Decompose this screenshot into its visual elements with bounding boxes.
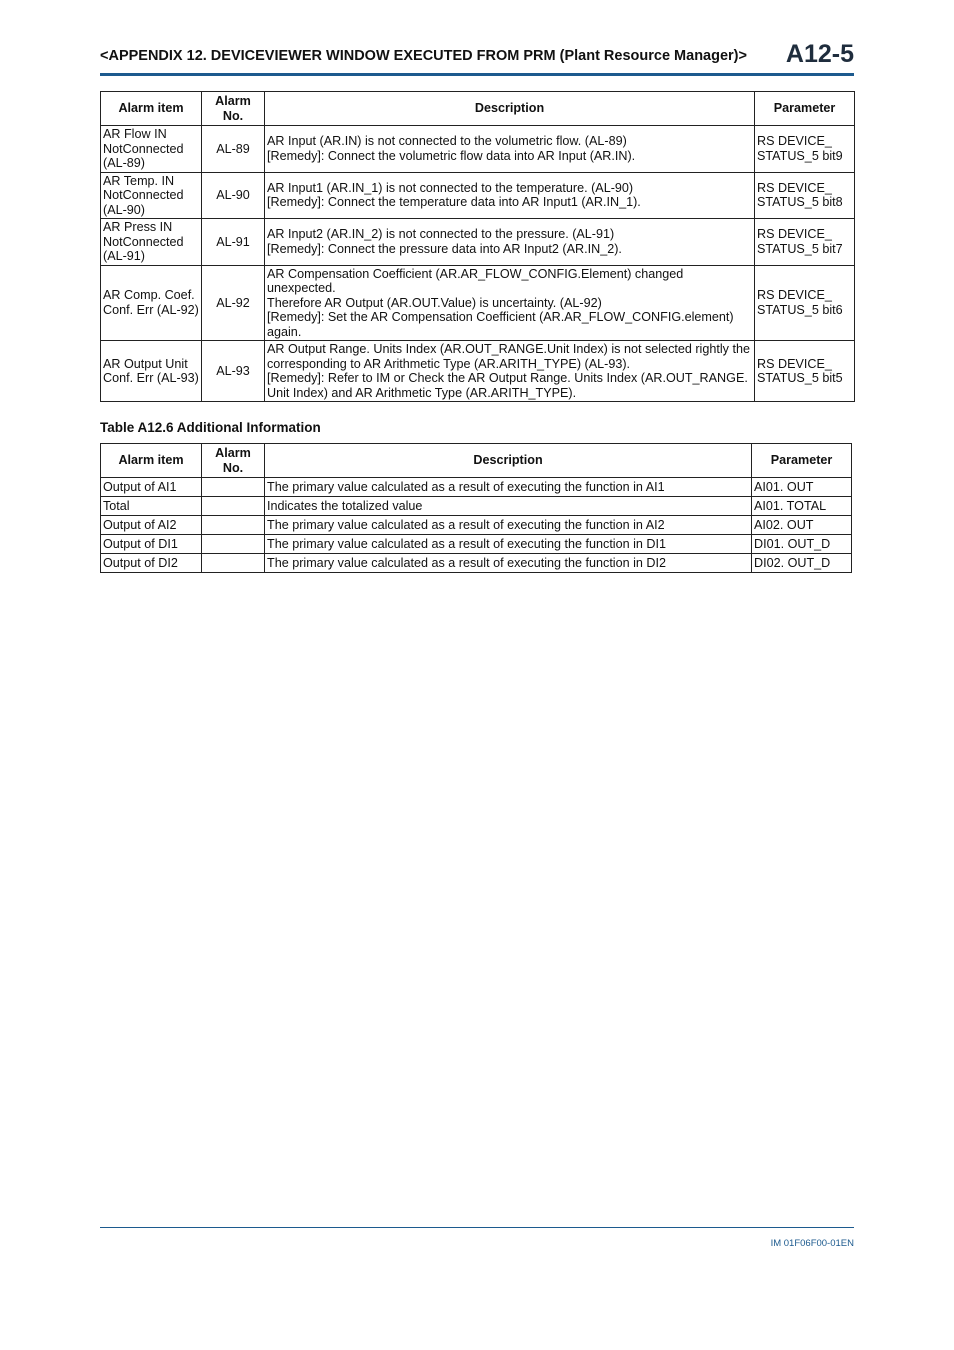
description-cell: The primary value calculated as a result of executing the function in AI2 — [265, 516, 752, 535]
description-cell-line: [Remedy]: Connect the temperature data into AR Input1 (AR.IN_1). — [267, 195, 641, 210]
alarm-item-cell: Output of AI1 — [101, 478, 202, 497]
table-row — [101, 172, 855, 219]
description-cell-line: Unit Index) and AR Arithmetic Type (AR.ARITH_TYPE). — [267, 385, 577, 400]
description-cell — [265, 219, 755, 266]
alarm-item-cell-line: AR Output Unit — [103, 356, 188, 371]
parameter-cell: AI02. OUT — [752, 516, 852, 535]
alarm-item-cell — [101, 172, 202, 219]
parameter-cell-line: STATUS_5 bit8 — [757, 195, 843, 210]
alarm-item-cell-line: NotConnected — [103, 141, 184, 156]
alarm-no-cell: AL-92 — [202, 265, 265, 341]
alarm-item-cell-line: (AL-89) — [103, 156, 145, 170]
page-header-title: <APPENDIX 12. DEVICEVIEWER WINDOW EXECUTED FROM PRM (Plant Resource Manager)> — [100, 48, 747, 64]
description-cell-line: [Remedy]: Connect the pressure data into AR Input2 (AR.IN_2). — [267, 241, 622, 256]
alarm-no-cell — [202, 516, 265, 535]
alarm-item-cell: Output of AI2 — [101, 516, 202, 535]
description-cell: The primary value calculated as a result of executing the function in AI1 — [265, 478, 752, 497]
alarm-item-cell — [101, 341, 202, 402]
description-cell — [265, 341, 755, 402]
parameter-cell-line: STATUS_5 bit5 — [757, 371, 843, 385]
alarm-item-cell-line: AR Flow IN — [103, 127, 167, 141]
alarm-item-cell — [101, 265, 202, 341]
footer-divider — [100, 1227, 854, 1228]
alarm-item-cell-line: (AL-91) — [103, 249, 145, 263]
alarm-no-cell — [202, 554, 265, 573]
parameter-cell-line: STATUS_5 bit7 — [757, 241, 843, 256]
additional-info-table — [100, 443, 852, 573]
alarm-item-cell-line: Conf. Err (AL-93) — [103, 371, 199, 385]
column-header-parameter: Parameter — [752, 444, 852, 478]
table-header-row — [101, 92, 855, 126]
alarm-table — [100, 91, 855, 402]
alarm-item-cell — [101, 126, 202, 173]
parameter-cell-line: STATUS_5 bit6 — [757, 302, 843, 317]
table-row — [101, 478, 852, 497]
table-row — [101, 341, 855, 402]
table-row — [101, 265, 855, 341]
description-cell-line: again. — [267, 324, 302, 339]
column-header-alarm-item: Alarm item — [101, 444, 202, 478]
table-row — [101, 554, 852, 573]
parameter-cell — [755, 341, 855, 402]
table-row — [101, 516, 852, 535]
table-caption: Table A12.6 Additional Information — [100, 420, 321, 435]
alarm-no-cell: AL-93 — [202, 341, 265, 402]
column-header-parameter: Parameter — [755, 92, 855, 126]
description-cell-line: [Remedy]: Set the AR Compensation Coefficient (AR.AR_FLOW_CONFIG.element) — [267, 310, 734, 324]
description-cell-line: AR Compensation Coefficient (AR.AR_FLOW_CONFIG.Element) changed unexpected. — [267, 266, 684, 295]
description-cell-line: [Remedy]: Connect the volumetric flow data into AR Input (AR.IN). — [267, 148, 636, 163]
table-row — [101, 497, 852, 516]
parameter-cell: AI01. TOTAL — [752, 497, 852, 516]
description-cell-line: AR Input2 (AR.IN_2) is not connected to the pressure. (AL-91) — [267, 227, 615, 242]
alarm-item-cell-line: NotConnected — [103, 234, 184, 249]
alarm-no-cell — [202, 478, 265, 497]
parameter-cell-line: RS DEVICE_ — [757, 134, 832, 149]
parameter-cell-line: RS DEVICE_ — [757, 180, 832, 195]
column-header-description: Description — [265, 92, 755, 126]
table-row — [101, 126, 855, 173]
alarm-no-cell — [202, 497, 265, 516]
alarm-item-cell: Output of DI1 — [101, 535, 202, 554]
alarm-item-cell-line: AR Temp. IN — [103, 173, 175, 188]
column-header-alarm-no: Alarm No. — [202, 444, 265, 478]
description-cell — [265, 126, 755, 173]
description-cell: The primary value calculated as a result of executing the function in DI2 — [265, 554, 752, 573]
table-row — [101, 535, 852, 554]
alarm-item-cell: Total — [101, 497, 202, 516]
document-id: IM 01F06F00-01EN — [770, 1238, 854, 1249]
table-header-row — [101, 444, 852, 478]
alarm-item-cell-line: Conf. Err (AL-92) — [103, 302, 199, 317]
alarm-item-cell-line: (AL-90) — [103, 202, 145, 217]
parameter-cell — [755, 219, 855, 266]
parameter-cell-line: STATUS_5 bit9 — [757, 148, 843, 163]
column-header-alarm-no: Alarm No. — [202, 92, 265, 126]
parameter-cell — [755, 126, 855, 173]
parameter-cell: DI01. OUT_D — [752, 535, 852, 554]
description-cell-line: Therefore AR Output (AR.OUT.Value) is uncertainty. (AL-92) — [267, 295, 602, 310]
description-cell: Indicates the totalized value — [265, 497, 752, 516]
parameter-cell — [755, 172, 855, 219]
parameter-cell: AI01. OUT — [752, 478, 852, 497]
description-cell-line: corresponding to AR Arithmetic Type (AR.ARITH_TYPE) (AL-93). — [267, 356, 631, 371]
description-cell: The primary value calculated as a result of executing the function in DI1 — [265, 535, 752, 554]
description-cell-line: [Remedy]: Refer to IM or Check the AR Output Range. Units Index (AR.OUT_RANGE. — [267, 371, 748, 385]
description-cell-line: AR Output Range. Units Index (AR.OUT_RANGE.Unit Index) is not selected rightly the — [267, 342, 750, 356]
alarm-item-cell: Output of DI2 — [101, 554, 202, 573]
alarm-no-cell: AL-91 — [202, 219, 265, 266]
column-header-alarm-item: Alarm item — [101, 92, 202, 126]
alarm-item-cell-line: AR Comp. Coef. — [103, 288, 195, 303]
parameter-cell — [755, 265, 855, 341]
parameter-cell-line: RS DEVICE_ — [757, 288, 832, 303]
parameter-cell-line: RS DEVICE_ — [757, 356, 832, 371]
description-cell — [265, 172, 755, 219]
column-header-description: Description — [265, 444, 752, 478]
alarm-no-cell: AL-90 — [202, 172, 265, 219]
alarm-no-cell: AL-89 — [202, 126, 265, 173]
table-row — [101, 219, 855, 266]
page-number: A12-5 — [785, 40, 854, 68]
parameter-cell-line: RS DEVICE_ — [757, 227, 832, 242]
description-cell-line: AR Input1 (AR.IN_1) is not connected to the temperature. (AL-90) — [267, 180, 634, 195]
alarm-no-cell — [202, 535, 265, 554]
parameter-cell: DI02. OUT_D — [752, 554, 852, 573]
alarm-item-cell-line: AR Press IN — [103, 220, 173, 234]
header-divider — [100, 73, 854, 76]
description-cell-line: AR Input (AR.IN) is not connected to the volumetric flow. (AL-89) — [267, 134, 627, 149]
description-cell — [265, 265, 755, 341]
alarm-item-cell — [101, 219, 202, 266]
alarm-item-cell-line: NotConnected — [103, 188, 184, 202]
